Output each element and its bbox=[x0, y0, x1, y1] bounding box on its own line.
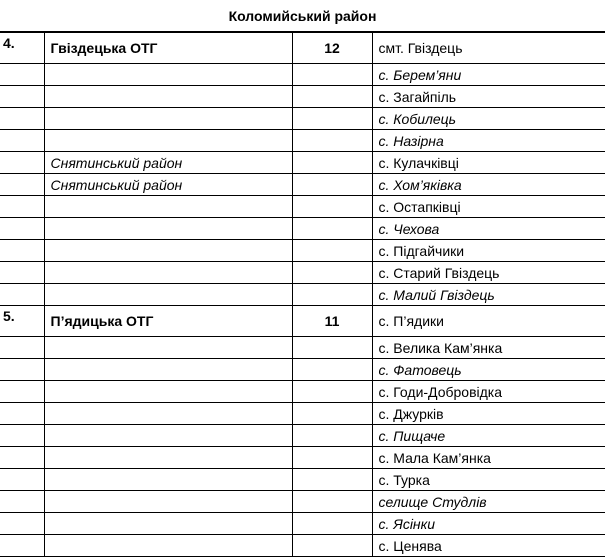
count-cell bbox=[292, 491, 372, 513]
count-cell bbox=[292, 130, 372, 152]
table-row bbox=[0, 174, 605, 196]
table-row bbox=[0, 381, 605, 403]
settlement-cell: с. Джурків bbox=[372, 403, 605, 425]
table-row bbox=[0, 403, 605, 425]
settlement-cell: с. П’ядики bbox=[372, 306, 605, 337]
group-header-row bbox=[0, 33, 605, 64]
table-row bbox=[0, 469, 605, 491]
count-cell bbox=[292, 381, 372, 403]
row-number-cell bbox=[0, 425, 44, 447]
community-name-cell: П’ядицька ОТГ bbox=[44, 306, 292, 337]
table-row bbox=[0, 64, 605, 86]
row-number-cell bbox=[0, 491, 44, 513]
note-cell bbox=[44, 491, 292, 513]
table-row bbox=[0, 262, 605, 284]
note-cell bbox=[44, 403, 292, 425]
table-row bbox=[0, 86, 605, 108]
row-number-cell bbox=[0, 174, 44, 196]
note-cell bbox=[44, 196, 292, 218]
settlement-cell: с. Велика Кам’янка bbox=[372, 337, 605, 359]
note-cell bbox=[44, 86, 292, 108]
group-header-row bbox=[0, 306, 605, 337]
count-cell bbox=[292, 262, 372, 284]
settlement-cell: с. Загайпіль bbox=[372, 86, 605, 108]
count-cell bbox=[292, 337, 372, 359]
table-row bbox=[0, 196, 605, 218]
settlement-cell: с. Чехова bbox=[372, 218, 605, 240]
settlement-cell: с. Кобилець bbox=[372, 108, 605, 130]
note-cell bbox=[44, 240, 292, 262]
table-row bbox=[0, 284, 605, 306]
count-cell bbox=[292, 447, 372, 469]
row-number-cell bbox=[0, 218, 44, 240]
note-cell bbox=[44, 130, 292, 152]
settlement-cell: с. Малий Гвіздець bbox=[372, 284, 605, 306]
row-number-cell bbox=[0, 381, 44, 403]
row-number-cell bbox=[0, 469, 44, 491]
note-cell: Снятинський район bbox=[44, 152, 292, 174]
count-cell bbox=[292, 174, 372, 196]
note-cell bbox=[44, 469, 292, 491]
table-row bbox=[0, 425, 605, 447]
settlement-cell: с. Годи-Добровідка bbox=[372, 381, 605, 403]
count-cell bbox=[292, 403, 372, 425]
row-number-cell bbox=[0, 196, 44, 218]
table-row bbox=[0, 337, 605, 359]
row-number-cell: 5. bbox=[0, 306, 44, 337]
row-number-cell bbox=[0, 535, 44, 557]
row-number-cell bbox=[0, 64, 44, 86]
count-cell bbox=[292, 218, 372, 240]
table-row bbox=[0, 513, 605, 535]
note-cell bbox=[44, 218, 292, 240]
note-cell bbox=[44, 513, 292, 535]
count-cell bbox=[292, 86, 372, 108]
row-number-cell bbox=[0, 337, 44, 359]
row-number-cell bbox=[0, 447, 44, 469]
settlement-cell: с. Турка bbox=[372, 469, 605, 491]
table-row bbox=[0, 240, 605, 262]
row-number-cell: 4. bbox=[0, 33, 44, 64]
count-cell bbox=[292, 535, 372, 557]
settlement-cell: с. Берем’яни bbox=[372, 64, 605, 86]
count-cell bbox=[292, 240, 372, 262]
community-name-cell: Гвіздецька ОТГ bbox=[44, 33, 292, 64]
table-row bbox=[0, 130, 605, 152]
count-cell bbox=[292, 196, 372, 218]
row-number-cell bbox=[0, 130, 44, 152]
note-cell bbox=[44, 447, 292, 469]
settlement-cell: с. Старий Гвіздець bbox=[372, 262, 605, 284]
settlements-table-body bbox=[0, 33, 605, 557]
note-cell bbox=[44, 535, 292, 557]
settlement-cell: с. Мала Кам’янка bbox=[372, 447, 605, 469]
count-cell bbox=[292, 359, 372, 381]
row-number-cell bbox=[0, 240, 44, 262]
note-cell bbox=[44, 337, 292, 359]
settlement-cell: с. Остапківці bbox=[372, 196, 605, 218]
table-row bbox=[0, 108, 605, 130]
row-number-cell bbox=[0, 513, 44, 535]
settlement-cell: селище Студлів bbox=[372, 491, 605, 513]
settlement-cell: с. Кулачківці bbox=[372, 152, 605, 174]
note-cell bbox=[44, 425, 292, 447]
row-number-cell bbox=[0, 108, 44, 130]
settlement-count-cell: 12 bbox=[292, 33, 372, 64]
table-row bbox=[0, 359, 605, 381]
row-number-cell bbox=[0, 86, 44, 108]
note-cell bbox=[44, 262, 292, 284]
note-cell bbox=[44, 381, 292, 403]
note-cell bbox=[44, 108, 292, 130]
row-number-cell bbox=[0, 403, 44, 425]
settlement-cell: с. Фатовець bbox=[372, 359, 605, 381]
note-cell bbox=[44, 359, 292, 381]
note-cell bbox=[44, 284, 292, 306]
settlement-cell: с. Ценява bbox=[372, 535, 605, 557]
table-row bbox=[0, 447, 605, 469]
row-number-cell bbox=[0, 152, 44, 174]
row-number-cell bbox=[0, 262, 44, 284]
settlement-cell: с. Назірна bbox=[372, 130, 605, 152]
count-cell bbox=[292, 152, 372, 174]
row-number-cell bbox=[0, 359, 44, 381]
settlements-table bbox=[0, 32, 605, 557]
note-cell: Снятинський район bbox=[44, 174, 292, 196]
district-title: Коломийський район bbox=[0, 0, 605, 32]
count-cell bbox=[292, 469, 372, 491]
table-row bbox=[0, 152, 605, 174]
settlement-cell: с. Хом’яківка bbox=[372, 174, 605, 196]
table-row bbox=[0, 491, 605, 513]
settlement-cell: с. Підгайчики bbox=[372, 240, 605, 262]
count-cell bbox=[292, 64, 372, 86]
settlement-count-cell: 11 bbox=[292, 306, 372, 337]
settlement-cell: с. Ясінки bbox=[372, 513, 605, 535]
count-cell bbox=[292, 513, 372, 535]
settlement-cell: с. Пищаче bbox=[372, 425, 605, 447]
count-cell bbox=[292, 108, 372, 130]
table-row bbox=[0, 535, 605, 557]
table-row bbox=[0, 218, 605, 240]
settlement-cell: смт. Гвіздець bbox=[372, 33, 605, 64]
row-number-cell bbox=[0, 284, 44, 306]
note-cell bbox=[44, 64, 292, 86]
count-cell bbox=[292, 425, 372, 447]
count-cell bbox=[292, 284, 372, 306]
